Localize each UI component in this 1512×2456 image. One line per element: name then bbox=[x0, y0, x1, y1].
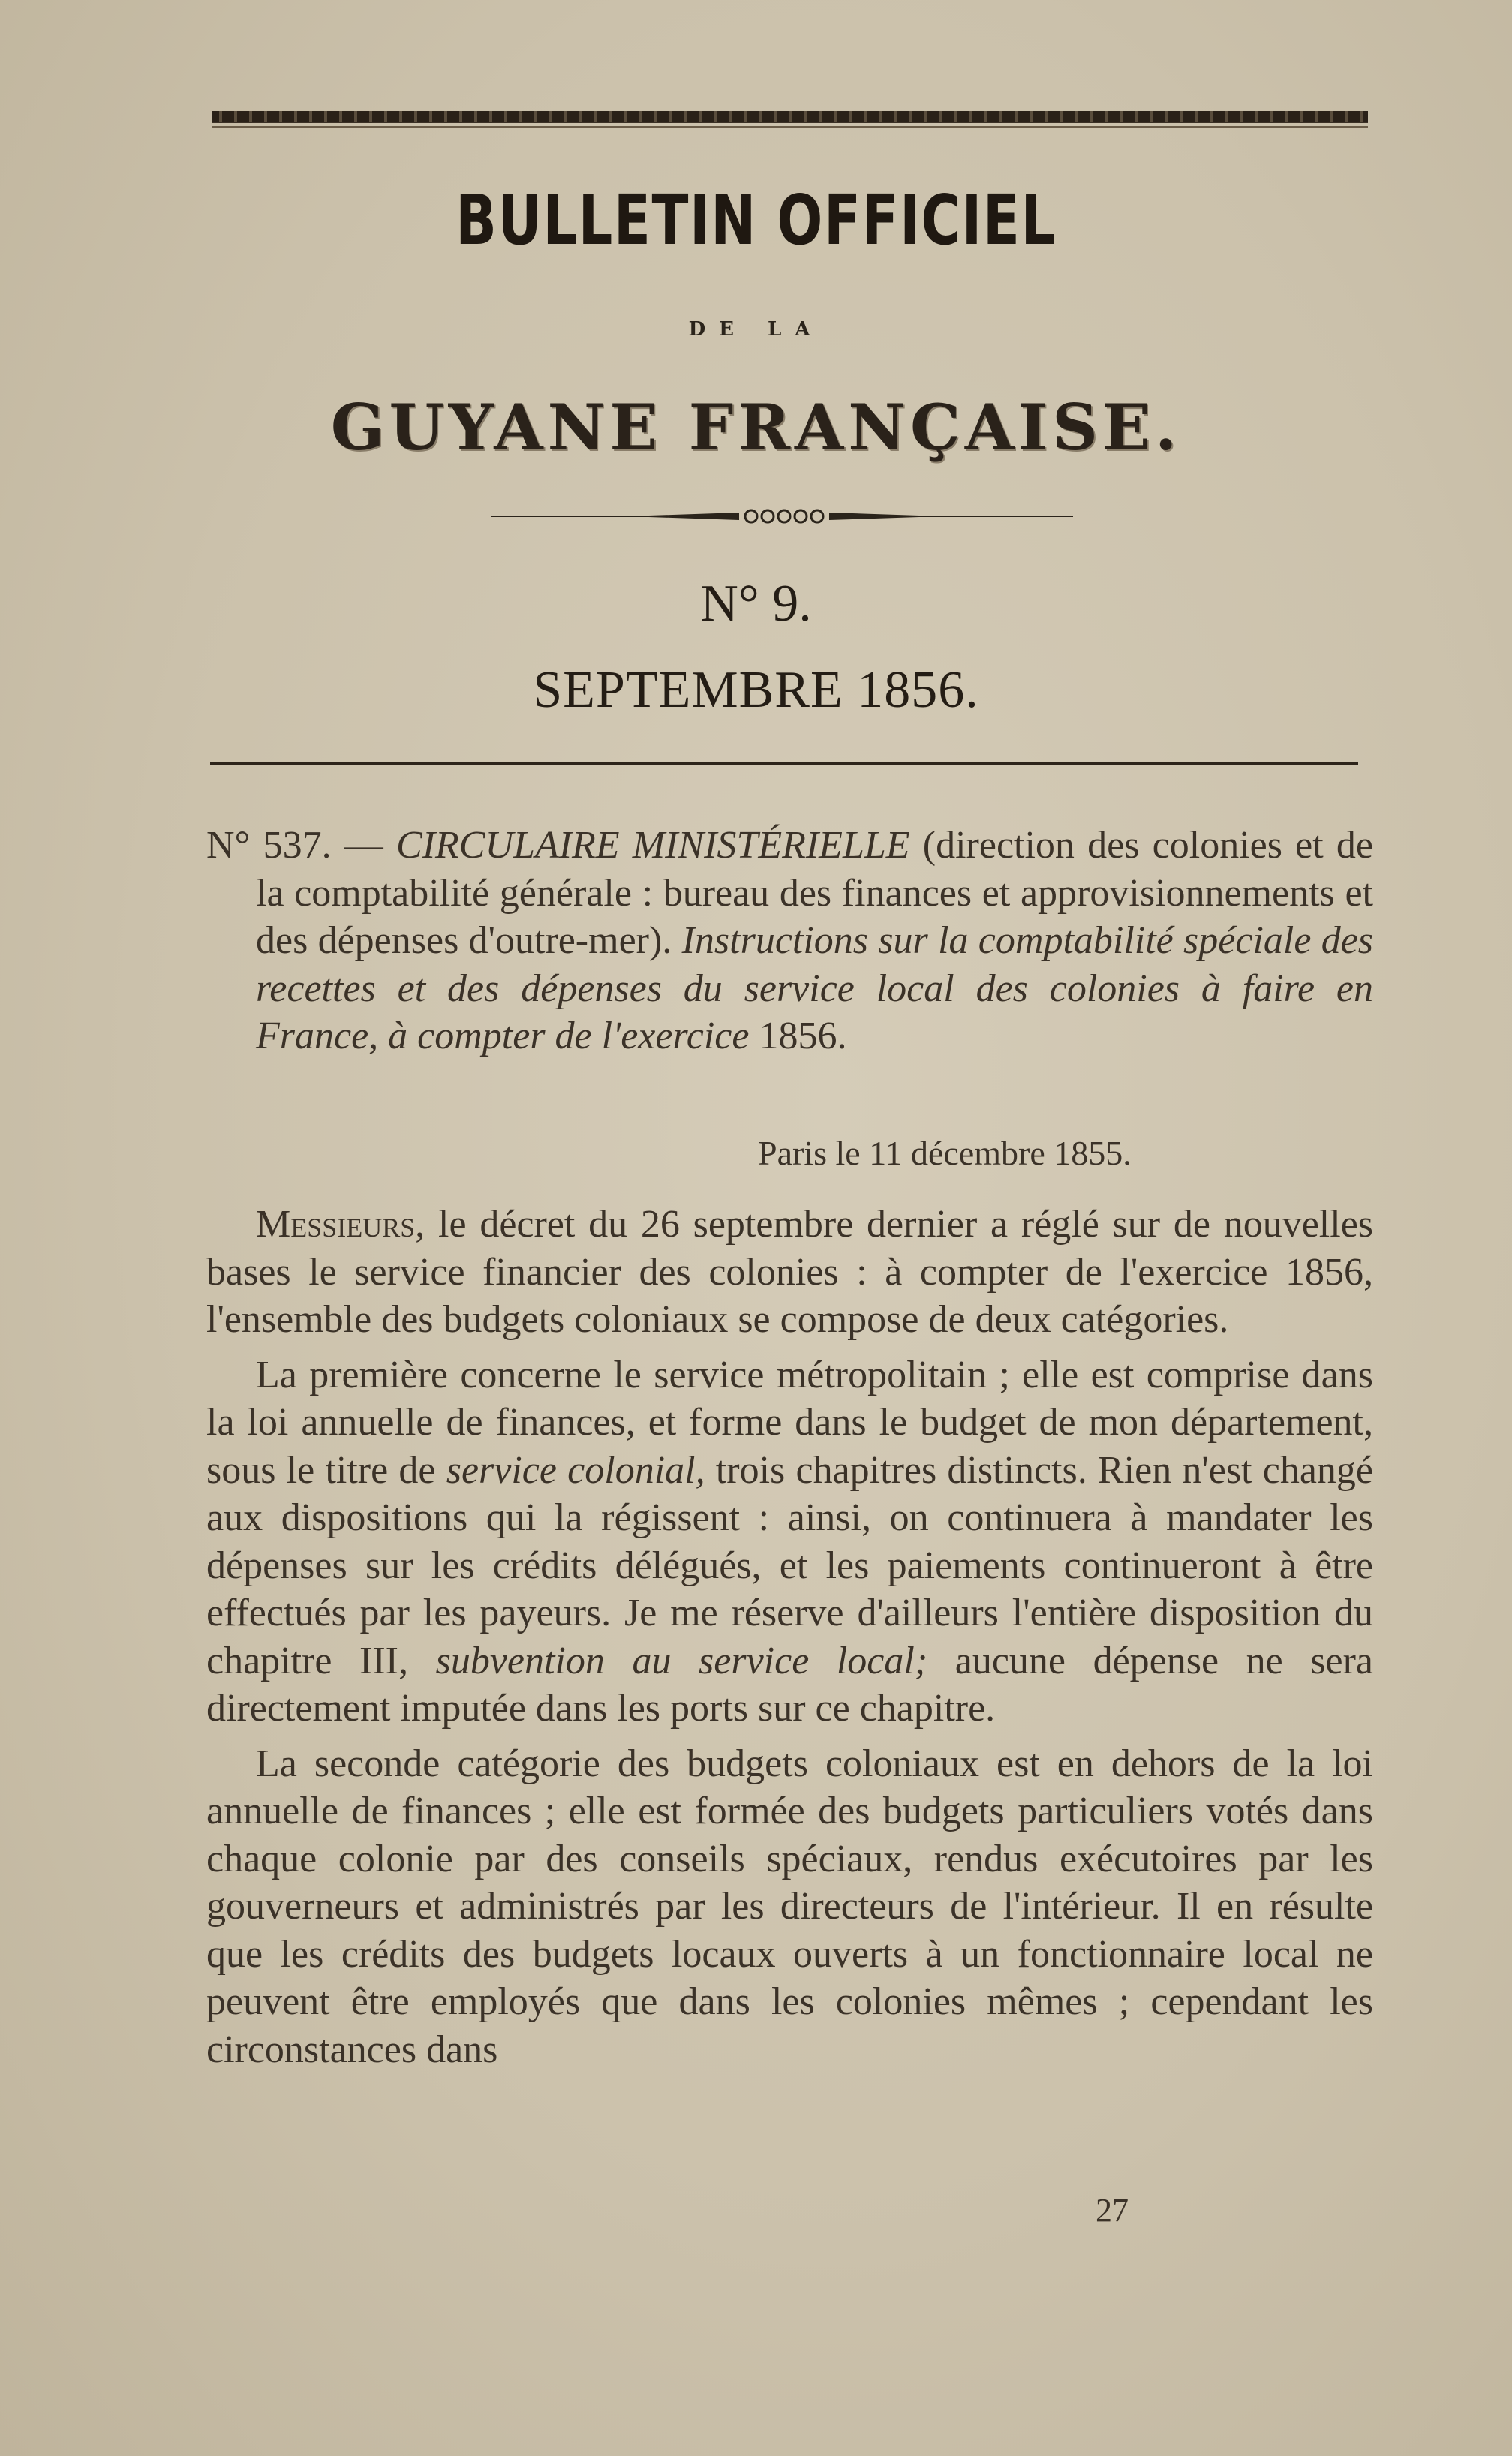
masthead-title: BULLETIN OFFICIEL bbox=[455, 180, 1057, 260]
ornament-divider bbox=[491, 507, 1073, 525]
article-type: CIRCULAIRE MINISTÉRIELLE bbox=[396, 824, 910, 867]
masthead-connector: DE LA bbox=[688, 318, 824, 341]
top-decorative-rule bbox=[212, 111, 1368, 123]
issue-number: N° 9. bbox=[700, 575, 812, 633]
paragraph-3: La seconde catégorie des budgets coloniaux est en dehors de la loi annuelle de finances ; elle est formée des budgets particuliers votés dans chaque colonie par des conseils spéciaux, rendus exécutoires par les gouverneurs et administrés par les directeurs de l'intérieur. Il en résulte que les crédits des budgets locaux ouverts à un fonctionnaire local ne peuvent être employés que dans les colonies mêmes ; cependant les circonstances dans bbox=[206, 1742, 1373, 2071]
paragraph-1-text: le décret du 26 septembre dernier a réglé sur de nouvelles bases le service financier des colonies : à compter de l'exercice 1856, l'ensemble des budgets coloniaux se compose de deux catégories. bbox=[206, 1203, 1374, 1341]
article-body bbox=[206, 1201, 1373, 2081]
article-subject: Instructions sur la comptabilité spéciale des recettes et des dépenses du service local des colonies à faire en France, à compter de l'exercice bbox=[256, 919, 1374, 1057]
paragraph-2-emphasis-2: subvention au service local; bbox=[435, 1639, 928, 1682]
paragraph-2-text-b: trois chapitres distincts. Rien n'est changé aux dispositions qui la régissent : ainsi, on continuera à mandater les dépenses sur les crédits délégués, et les paiements continueront à être effectués par les payeurs. Je me réserve d'ailleurs l'entière disposition du chapitre III, bbox=[206, 1448, 1374, 1682]
masthead-subtitle: GUYANE FRANÇAISE. bbox=[330, 390, 1182, 464]
paragraph-2-text-c: aucune dépense ne sera directement imputée dans les ports sur ce chapitre. bbox=[206, 1639, 1374, 1730]
paragraph-2 bbox=[206, 1351, 1373, 1733]
dateline: Paris le 11 décembre 1855. bbox=[758, 1134, 1132, 1172]
issue-date: SEPTEMBRE 1856. bbox=[533, 661, 979, 719]
article-number: N° 537. — bbox=[206, 824, 383, 867]
page-number: 27 bbox=[1096, 2192, 1129, 2229]
article-heading bbox=[206, 822, 1373, 1060]
paragraph-2-emphasis-1: service colonial, bbox=[446, 1448, 705, 1492]
paragraph-1 bbox=[206, 1201, 1373, 1344]
article-direction: (direction des colonies et de la comptabilité générale : bureau des finances et approvisionnements et des dépenses d'outre-mer). bbox=[256, 824, 1374, 962]
paragraph-2-text-a: La première concerne le service métropolitain ; elle est comprise dans la loi annuelle de finances, et forme dans le budget de mon département, sous le titre de bbox=[206, 1353, 1373, 1492]
salutation: Messieurs, bbox=[256, 1203, 425, 1246]
article-subject-year: 1856. bbox=[759, 1015, 847, 1057]
section-divider bbox=[210, 762, 1358, 765]
